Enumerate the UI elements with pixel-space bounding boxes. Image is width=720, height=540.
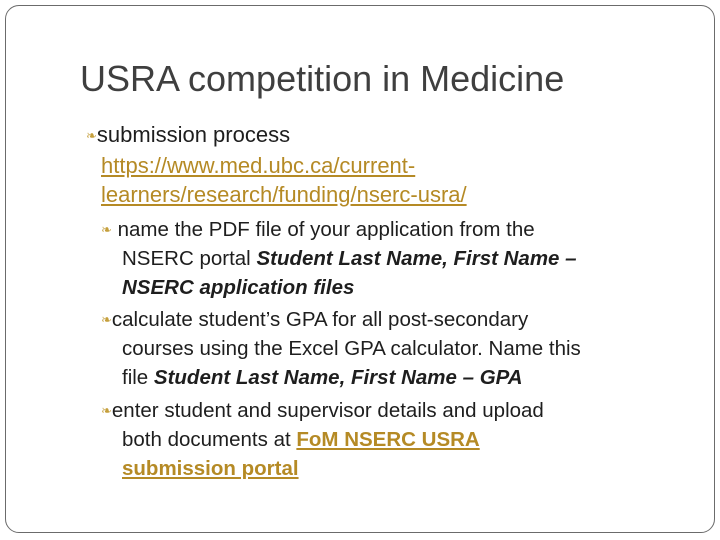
step-1-filename-cont: NSERC application files (122, 276, 355, 299)
step-1-line-1: name the PDF file of your application from the (111, 218, 535, 241)
portal-link[interactable]: FoM NSERC USRA (296, 428, 480, 451)
step-2-line-1: calculate student’s GPA for all post-secondary (111, 308, 529, 331)
portal-link-cont[interactable]: submission portal (122, 457, 299, 480)
main-bullet (86, 121, 290, 150)
swoosh-bullet-icon: ❧ (101, 403, 112, 418)
step-gpa (101, 305, 681, 392)
swoosh-bullet-icon: ❧ (101, 312, 112, 327)
slide-title: USRA competition in Medicine (80, 58, 565, 99)
link-line-1[interactable]: https://www.med.ubc.ca/current- (101, 153, 416, 178)
submission-url-link[interactable] (101, 151, 467, 209)
step-1-line-2: NSERC portal (122, 247, 257, 270)
step-2-line-3: file (122, 366, 154, 389)
swoosh-bullet-icon: ❧ (86, 128, 97, 143)
step-2-filename: Student Last Name, First Name – GPA (153, 366, 523, 389)
step-upload (101, 396, 681, 483)
step-3-line-2: both documents at (122, 428, 297, 451)
link-line-2[interactable]: learners/research/funding/nserc-usra/ (101, 182, 467, 207)
step-1-filename: Student Last Name, First Name – (256, 247, 577, 270)
step-2-line-2: courses using the Excel GPA calculator. Name this (122, 337, 581, 360)
step-3-line-1: enter student and supervisor details and upload (111, 399, 544, 422)
swoosh-bullet-icon: ❧ (101, 222, 112, 237)
step-name-pdf (101, 215, 681, 302)
main-bullet-text: submission process (96, 122, 291, 147)
